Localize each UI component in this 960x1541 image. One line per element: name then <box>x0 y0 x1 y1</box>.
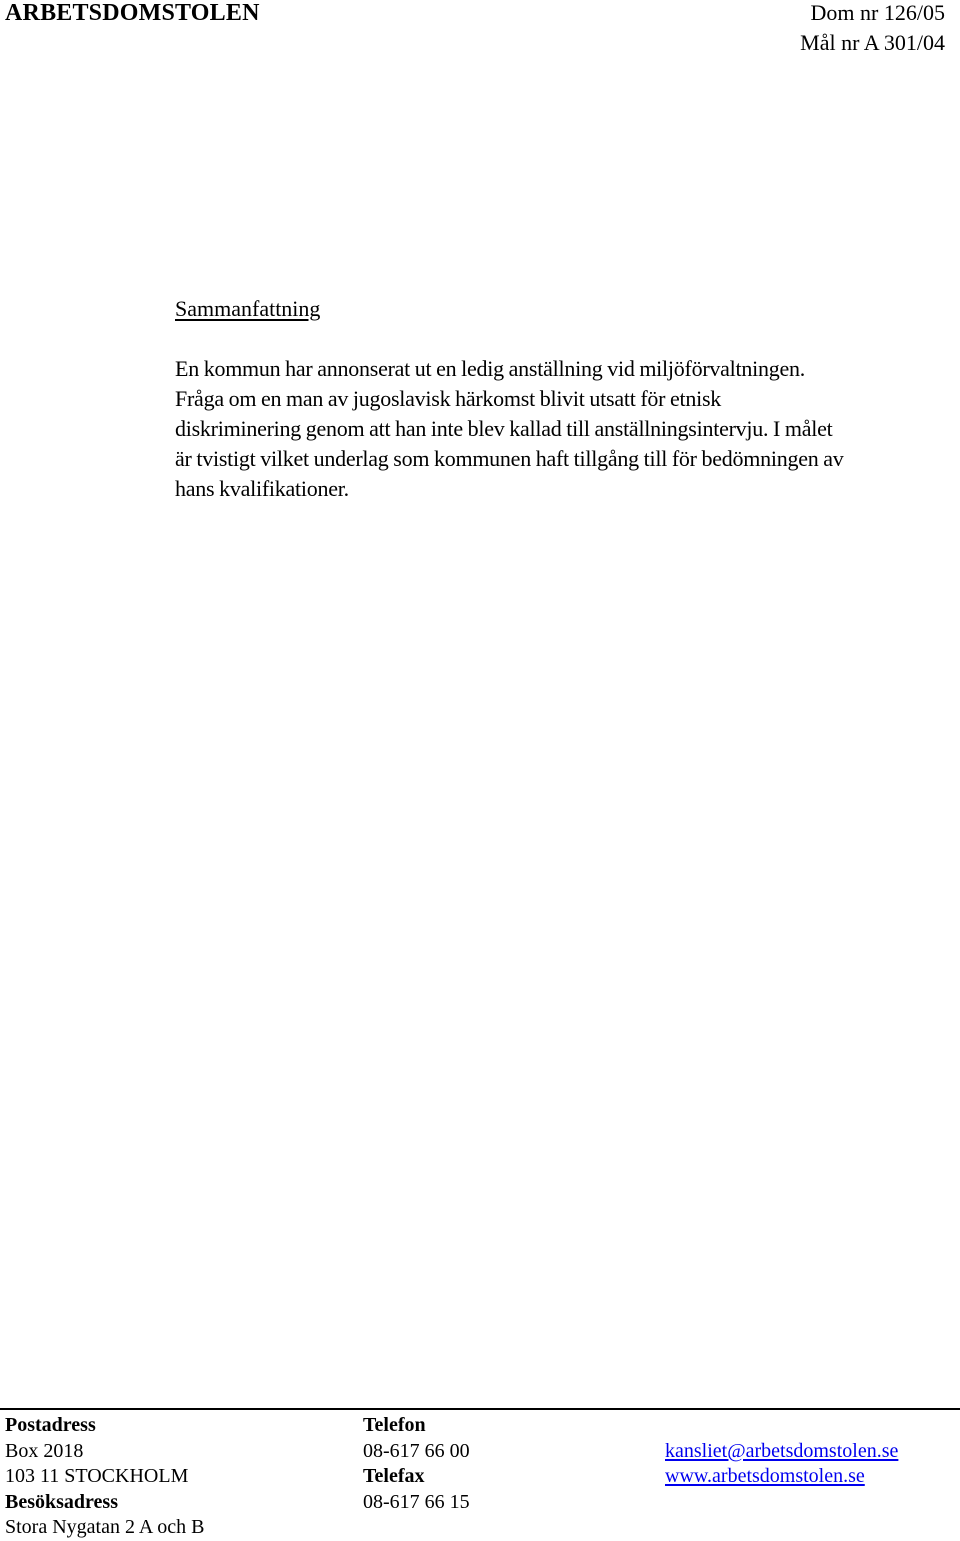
summary-line: En kommun har annonserat ut en ledig anställning vid miljöförvaltningen. <box>175 356 806 381</box>
website-link[interactable]: www.arbetsdomstolen.se <box>665 1465 865 1487</box>
footer-phone-column <box>363 1413 470 1515</box>
footer-contact-column <box>665 1413 898 1490</box>
judgment-number: Dom nr 126/05 <box>810 0 945 25</box>
court-name: ARBETSDOMSTOLEN <box>5 0 260 26</box>
phone-label: Telefon <box>363 1414 426 1436</box>
fax-label: Telefax <box>363 1465 425 1487</box>
fax-number: 08-617 66 15 <box>363 1490 470 1513</box>
summary-line: diskriminering genom att han inte blev kallad till anställningsintervju. I målet <box>175 416 833 441</box>
summary-heading: Sammanfattning <box>175 296 321 321</box>
postal-box: Box 2018 <box>5 1439 84 1462</box>
email-link[interactable]: kansliet@arbetsdomstolen.se <box>665 1439 899 1462</box>
visit-address-label: Besöksadress <box>5 1490 118 1513</box>
postal-city: 103 11 STOCKHOLM <box>5 1465 189 1487</box>
summary-line: är tvistigt vilket underlag som kommunen haft tillgång till för bedömningen av <box>175 446 844 471</box>
summary-paragraph <box>175 354 960 504</box>
summary-line: Fråga om en man av jugoslavisk härkomst blivit utsatt för etnisk <box>175 386 722 411</box>
visit-street: Stora Nygatan 2 A och B <box>5 1516 205 1538</box>
postal-address-label: Postadress <box>5 1414 96 1436</box>
footer-address-column <box>5 1413 204 1541</box>
summary-line: hans kvalifikationer. <box>175 476 349 501</box>
phone-number: 08-617 66 00 <box>363 1439 470 1462</box>
case-reference <box>800 0 945 58</box>
footer-spacer <box>665 1413 898 1439</box>
case-number: Mål nr A 301/04 <box>800 30 945 55</box>
footer-divider <box>0 1408 960 1410</box>
